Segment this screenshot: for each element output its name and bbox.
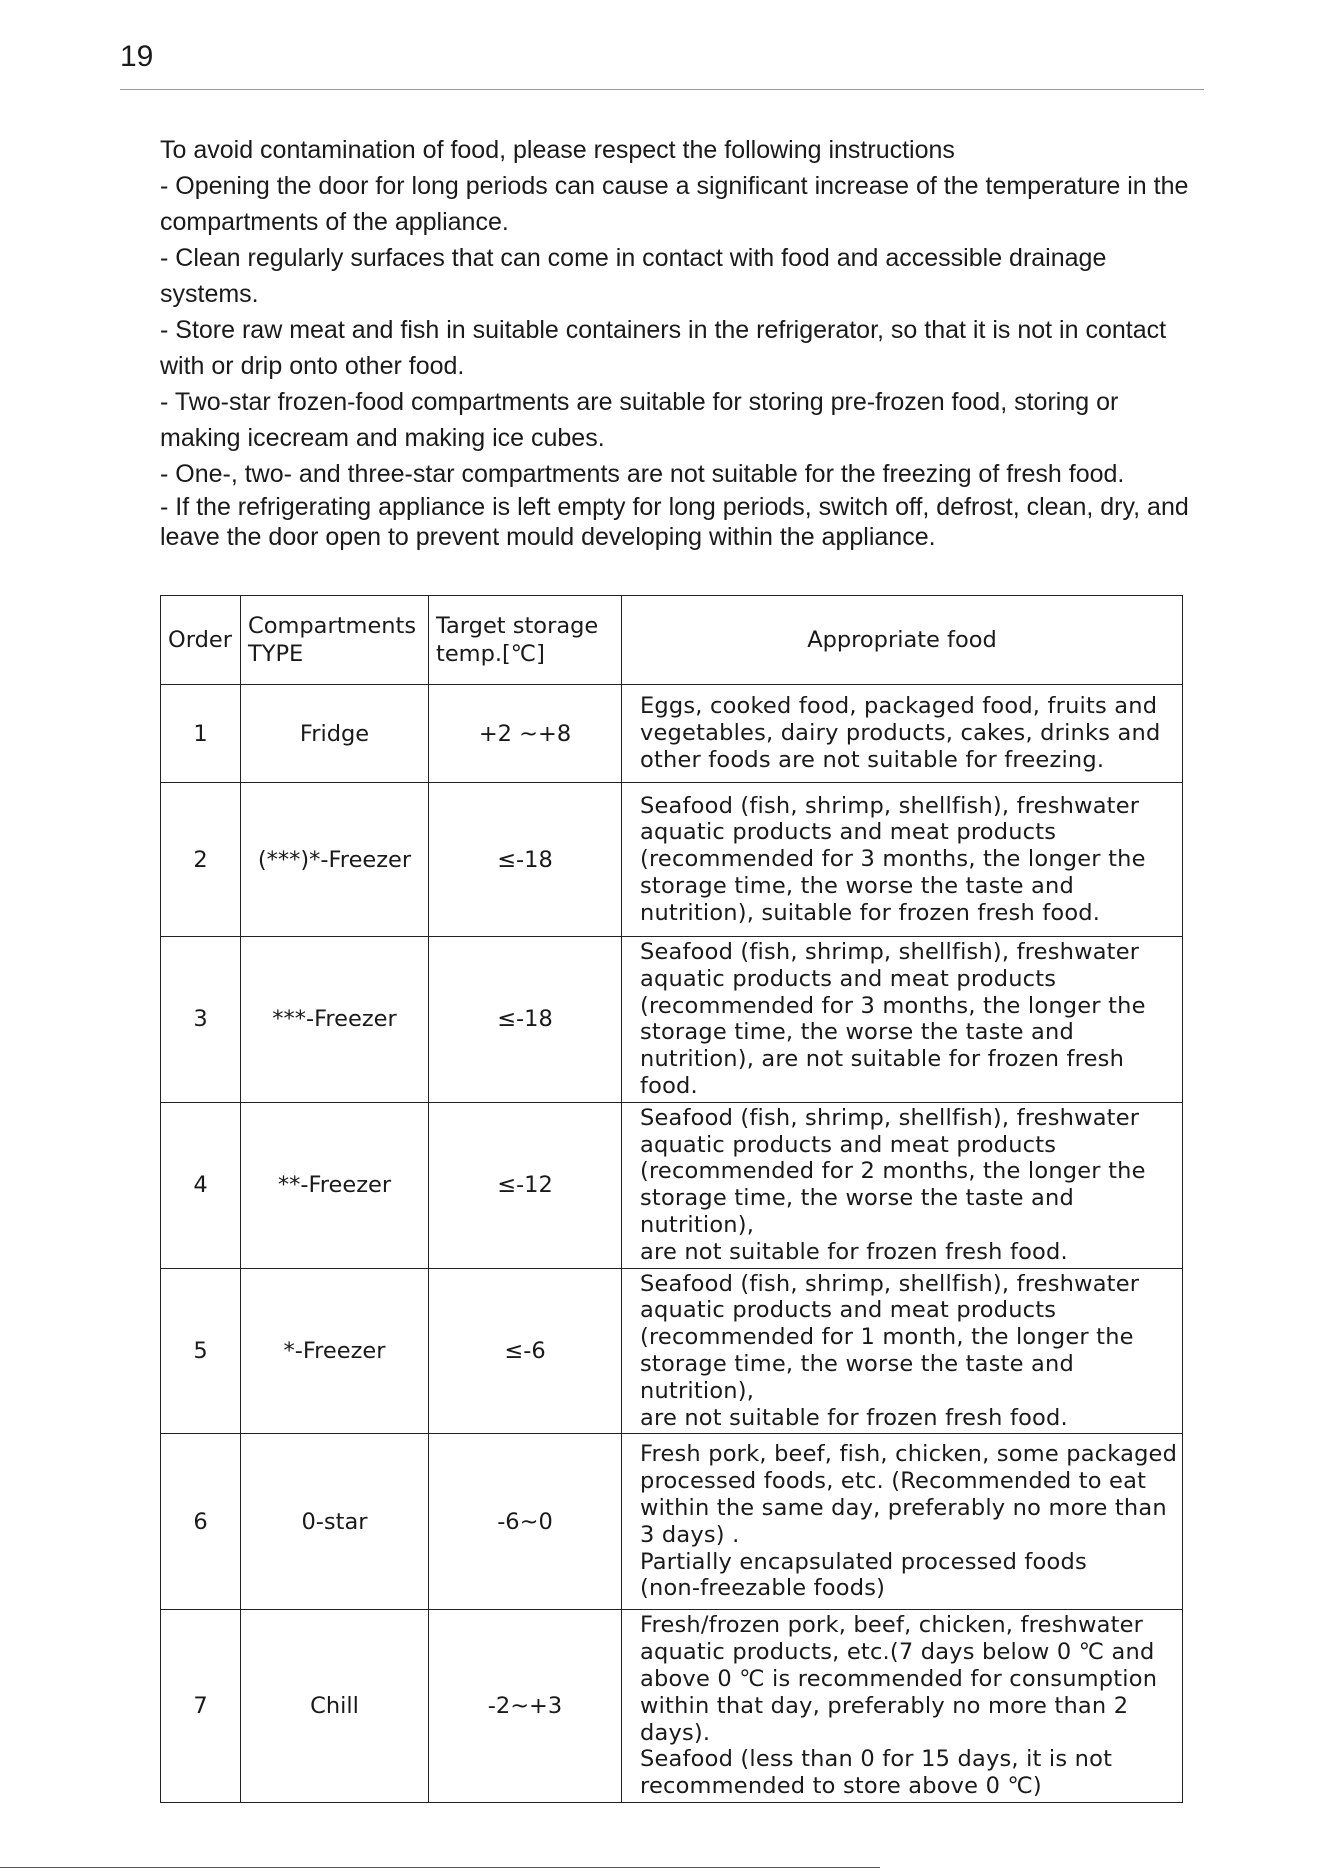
cell-compartment-type: **-Freezer: [241, 1102, 429, 1268]
table-row: [161, 1102, 1183, 1268]
header-food: [622, 596, 1183, 685]
header-order-label: Order: [168, 627, 232, 653]
cell-appropriate-food: Seafood (fish, shrimp, shellfish), freshwater aquatic products and meat products (recommended for 1 month, the longer the storage time, the worse the taste and nutrition), are not suitable for frozen fresh food.: [622, 1268, 1183, 1434]
cell-temperature: ≤-6: [429, 1268, 622, 1434]
cell-appropriate-food: Seafood (fish, shrimp, shellfish), freshwater aquatic products and meat products (recommended for 3 months, the longer the storage time, the worse the taste and nutrition), suitable for frozen fresh food.: [622, 783, 1183, 937]
instructions-block: [160, 132, 1190, 552]
instruction-item: - Store raw meat and fish in suitable containers in the refrigerator, so that it is not in contact with or drip onto other food.: [160, 316, 1167, 380]
page-number: 19: [120, 40, 154, 73]
table-row: [161, 937, 1183, 1103]
table-row: [161, 783, 1183, 937]
cell-temperature: +2 ~+8: [429, 685, 622, 783]
header-compartments-line2: TYPE: [248, 641, 304, 667]
cell-order: 2: [161, 783, 241, 937]
table-row: [161, 685, 1183, 783]
cell-order: 7: [161, 1610, 241, 1803]
instructions-intro: To avoid contamination of food, please respect the following instructions: [160, 136, 955, 164]
cell-order: 4: [161, 1102, 241, 1268]
header-compartments: [241, 596, 429, 685]
cell-compartment-type: Chill: [241, 1610, 429, 1803]
footer-divider: [0, 1867, 880, 1868]
cell-order: 5: [161, 1268, 241, 1434]
storage-table: [160, 595, 1183, 1803]
header-target-line2: temp.[℃]: [436, 641, 545, 667]
instruction-item: - Clean regularly surfaces that can come in contact with food and accessible drainage systems.: [160, 244, 1107, 308]
header-order: [161, 596, 241, 685]
cell-compartment-type: (***)*-Freezer: [241, 783, 429, 937]
instruction-item: - Two-star frozen-food compartments are suitable for storing pre-frozen food, storing or making icecream and making ice cubes.: [160, 388, 1119, 452]
cell-temperature: -6~0: [429, 1434, 622, 1610]
cell-appropriate-food: Fresh pork, beef, fish, chicken, some packaged processed foods, etc. (Recommended to eat within the same day, preferably no more than 3 days) . Partially encapsulated processed foods (non-freezable foods): [622, 1434, 1183, 1610]
header-food-label: Appropriate food: [807, 627, 997, 653]
header-compartments-line1: Compartments: [248, 613, 417, 639]
instruction-item: - Opening the door for long periods can cause a significant increase of the temperature in the compartments of the appliance.: [160, 172, 1189, 236]
header-target-temp: [429, 596, 622, 685]
instruction-item: - If the refrigerating appliance is left empty for long periods, switch off, defrost, clean, dry, and leave the door open to prevent mould developing within the appliance.: [160, 493, 1189, 551]
header-target-line1: Target storage: [436, 613, 599, 639]
table-row: [161, 1610, 1183, 1803]
cell-order: 6: [161, 1434, 241, 1610]
instruction-item: - One-, two- and three-star compartments are not suitable for the freezing of fresh food.: [160, 460, 1125, 488]
table-row: [161, 1434, 1183, 1610]
cell-temperature: ≤-12: [429, 1102, 622, 1268]
cell-compartment-type: ***-Freezer: [241, 937, 429, 1103]
cell-compartment-type: Fridge: [241, 685, 429, 783]
table-row: [161, 1268, 1183, 1434]
cell-order: 1: [161, 685, 241, 783]
cell-compartment-type: *-Freezer: [241, 1268, 429, 1434]
cell-appropriate-food: Eggs, cooked food, packaged food, fruits and vegetables, dairy products, cakes, drinks and other foods are not suitable for freezing.: [622, 685, 1183, 783]
cell-appropriate-food: Seafood (fish, shrimp, shellfish), freshwater aquatic products and meat products (recommended for 3 months, the longer the storage time, the worse the taste and nutrition), are not suitable for frozen fresh food.: [622, 937, 1183, 1103]
cell-temperature: ≤-18: [429, 937, 622, 1103]
header-divider: [120, 89, 1204, 90]
cell-temperature: ≤-18: [429, 783, 622, 937]
cell-temperature: -2~+3: [429, 1610, 622, 1803]
cell-appropriate-food: Seafood (fish, shrimp, shellfish), freshwater aquatic products and meat products (recommended for 2 months, the longer the storage time, the worse the taste and nutrition), are not suitable for frozen fresh food.: [622, 1102, 1183, 1268]
cell-compartment-type: 0-star: [241, 1434, 429, 1610]
cell-appropriate-food: Fresh/frozen pork, beef, chicken, freshwater aquatic products, etc.(7 days below 0 ℃ and above 0 ℃ is recommended for consumption within that day, preferably no more than 2 days). Seafood (less than 0 for 15 days, it is not recommended to store above 0 ℃): [622, 1610, 1183, 1803]
table-header-row: [161, 596, 1183, 685]
cell-order: 3: [161, 937, 241, 1103]
